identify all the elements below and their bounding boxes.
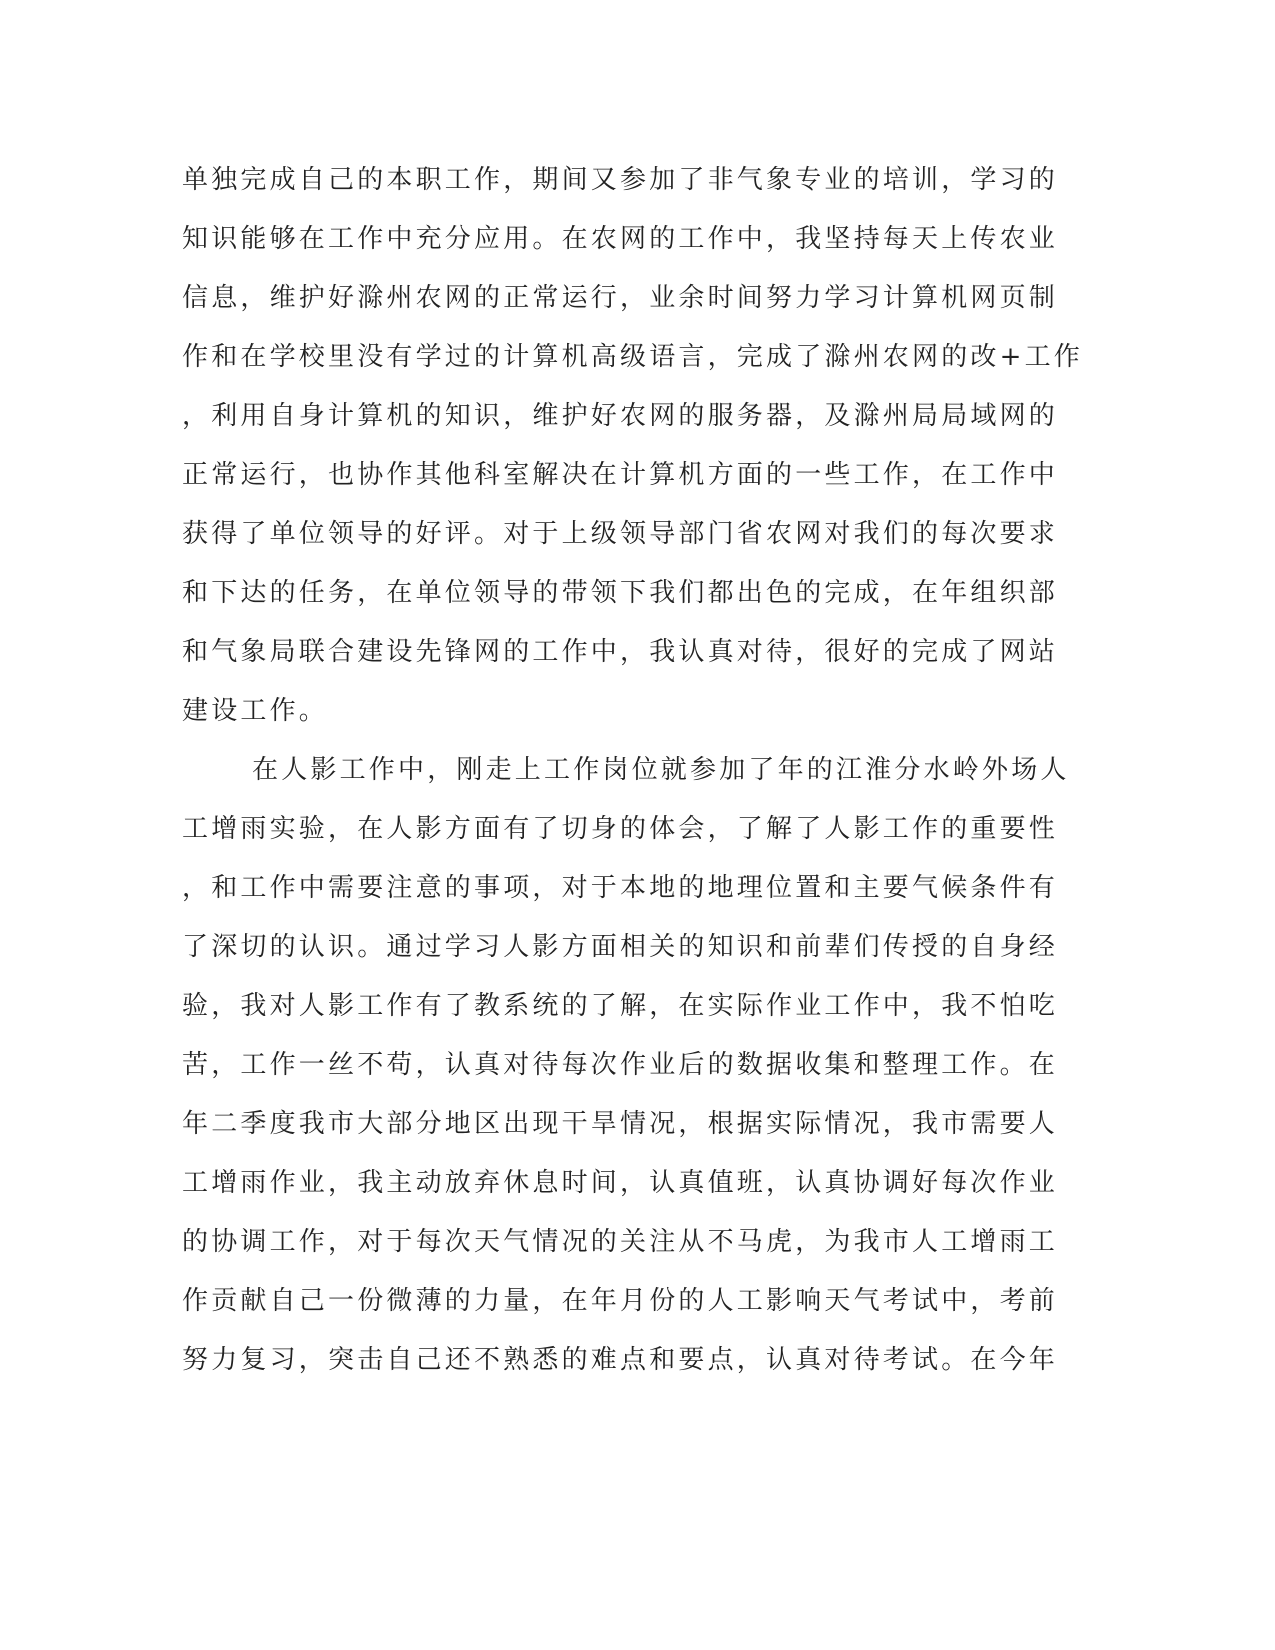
text-line: 工增雨作业，我主动放弃休息时间，认真值班，认真协调好每次作业: [182, 1168, 1059, 1198]
text-line: 和气象局联合建设先锋网的工作中，我认真对待，很好的完成了网站: [182, 637, 1059, 667]
text-line: 工增雨实验，在人影方面有了切身的体会，了解了人影工作的重要性: [182, 814, 1059, 844]
text-line: 了深切的认识。通过学习人影方面相关的知识和前辈们传授的自身经: [182, 932, 1059, 962]
text-line: 的协调工作，对于每次天气情况的关注从不马虎，为我市人工增雨工: [182, 1227, 1059, 1257]
text-line: 苦，工作一丝不苟，认真对待每次作业后的数据收集和整理工作。在: [182, 1050, 1059, 1080]
text-line: 信息，维护好滁州农网的正常运行，业余时间努力学习计算机网页制: [182, 283, 1059, 313]
text-line: 正常运行，也协作其他科室解决在计算机方面的一些工作，在工作中: [182, 460, 1059, 490]
text-line: 单独完成自己的本职工作，期间又参加了非气象专业的培训，学习的: [182, 165, 1059, 195]
text-line: ，利用自身计算机的知识，维护好农网的服务器，及滁州局局域网的: [182, 401, 1059, 431]
text-line: 知识能够在工作中充分应用。在农网的工作中，我坚持每天上传农业: [182, 224, 1059, 254]
text-line: 作贡献自己一份微薄的力量，在年月份的人工影响天气考试中，考前: [182, 1286, 1059, 1316]
text-line: 建设工作。: [182, 696, 329, 726]
paragraph-first-line: 在人影工作中，刚走上工作岗位就参加了年的江淮分水岭外场人: [252, 755, 1070, 785]
text-line: 获得了单位领导的好评。对于上级领导部门省农网对我们的每次要求: [182, 519, 1059, 549]
text-line: ，和工作中需要注意的事项，对于本地的地理位置和主要气候条件有: [182, 873, 1059, 903]
text-line: 努力复习，突击自己还不熟悉的难点和要点，认真对待考试。在今年: [182, 1345, 1059, 1375]
text-line: 和下达的任务，在单位领导的带领下我们都出色的完成，在年组织部: [182, 578, 1059, 608]
text-line: 年二季度我市大部分地区出现干旱情况，根据实际情况，我市需要人: [182, 1109, 1059, 1139]
text-line: 验，我对人影工作有了教系统的了解，在实际作业工作中，我不怕吃: [182, 991, 1059, 1021]
text-line: 作和在学校里没有学过的计算机高级语言，完成了滁州农网的改+工作: [182, 342, 1083, 372]
